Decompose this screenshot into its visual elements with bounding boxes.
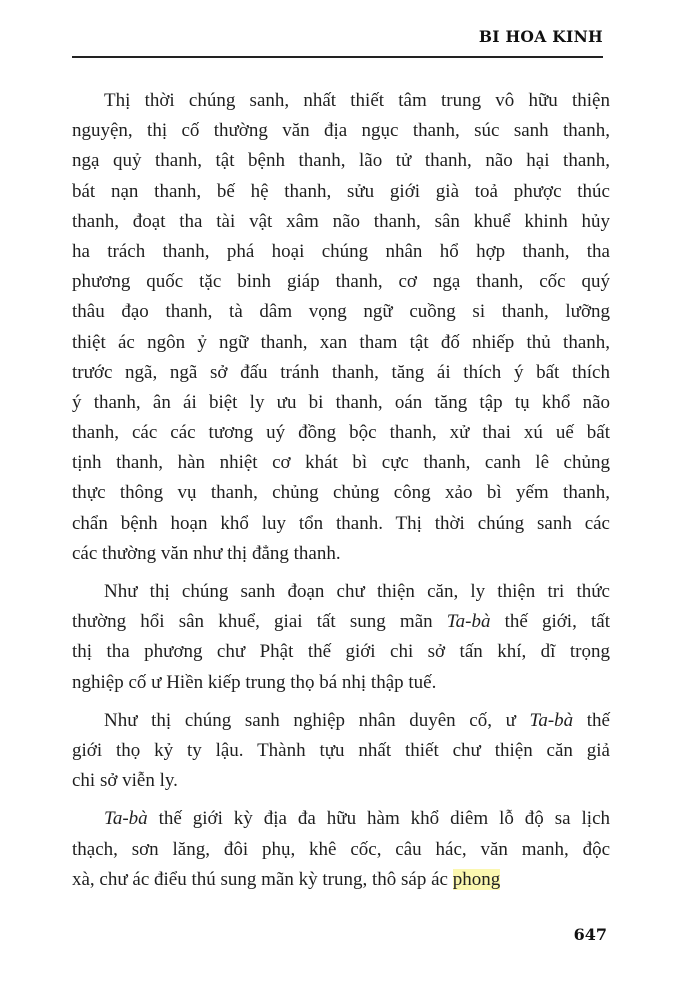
- text-line: nguyện, thị cố thường văn địa ngục thanh, súc sanh thanh,: [72, 120, 610, 142]
- text-line: Thị thời chúng sanh, nhất thiết tâm trung vô hữu thiện: [104, 90, 610, 111]
- text-line: thực thông vụ thanh, chủng chủng công xảo bì yếm thanh,: [72, 482, 610, 504]
- header-rule: [72, 56, 603, 58]
- text-line: trước ngã, ngã sở đấu tránh thanh, tăng ái thích ý bất thích: [72, 361, 610, 383]
- text-line: bát nạn thanh, bế hệ thanh, sửu giới già toả phược thúc: [72, 180, 610, 202]
- paragraph: [72, 86, 610, 569]
- text-line: thanh, các các tương uý đồng bộc thanh, xử thai xú uế bất: [72, 422, 610, 444]
- text-line: thường hổi sân khuể, giai tất sung mãn Ta-bà thế giới, tất: [72, 611, 610, 633]
- text-line: giới thọ kỷ ty lậu. Thành tựu nhất thiết chư thiện căn giả: [72, 739, 610, 761]
- paragraph-gap: [72, 698, 610, 706]
- highlighted-word: phong: [452, 868, 501, 890]
- paragraph-gap: [72, 569, 610, 577]
- text-line: ngạ quỷ thanh, tật bệnh thanh, lão tử thanh, não hại thanh,: [72, 150, 610, 172]
- text-line: nghiệp cố ư Hiền kiếp trung thọ bá nhị thập tuế.: [72, 671, 437, 693]
- page-number: 647: [573, 925, 607, 944]
- text-line: Như thị chúng sanh đoạn chư thiện căn, ly thiện tri thức: [104, 581, 610, 602]
- text-line: thạch, sơn lăng, đôi phụ, khê cốc, câu hác, văn manh, độc: [72, 838, 610, 860]
- text-line: tịnh thanh, hàn nhiệt cơ khát bì cực thanh, canh lê chủng: [72, 452, 610, 474]
- text-line: thanh, đoạt tha tài vật xâm não thanh, sân khuể khinh hủy: [72, 210, 610, 232]
- paragraph: [72, 577, 610, 698]
- paragraph: [72, 804, 610, 895]
- text-line: chi sở viễn ly.: [72, 770, 178, 792]
- italic-term: Ta-bà: [104, 808, 148, 830]
- text-line: chẩn bệnh hoạn khổ luy tổn thanh. Thị thời chúng sanh các: [72, 512, 610, 534]
- text-line: thâu đạo thanh, tà dâm vọng ngữ cuồng si thanh, lưỡng: [72, 301, 610, 323]
- paragraph-gap: [72, 796, 610, 804]
- italic-term: Ta-bà: [529, 709, 574, 731]
- text-line: thị tha phương chư Phật thế giới chi sở tấn khí, dĩ trọng: [72, 641, 610, 663]
- text-line: ha trách thanh, phá hoại chúng nhân hổ hợp thanh, tha: [72, 240, 610, 262]
- text-line: ý thanh, ân ái biệt ly ưu bi thanh, oán tăng tập tụ khổ não: [72, 391, 610, 413]
- italic-term: Ta-bà: [446, 611, 491, 633]
- text-line: Ta-bà thế giới kỳ địa đa hữu hàm khổ diêm lỗ độ sa lịch: [104, 808, 610, 830]
- text-line: thiệt ác ngôn ỷ ngữ thanh, xan tham tật đố nhiếp thủ thanh,: [72, 331, 610, 353]
- body-text: [72, 86, 610, 895]
- text-line: các thường văn như thị đẳng thanh.: [72, 542, 341, 564]
- running-head: BI HOA KINH: [478, 27, 603, 46]
- paragraph: [72, 706, 610, 797]
- text-line: phương quốc tặc binh giáp thanh, cơ ngạ thanh, cốc quý: [72, 271, 610, 293]
- text-line: xà, chư ác điểu thú sung mãn kỳ trung, thô sáp ác phong: [72, 868, 501, 890]
- text-line: Như thị chúng sanh nghiệp nhân duyên cố, ư Ta-bà thế: [104, 709, 610, 731]
